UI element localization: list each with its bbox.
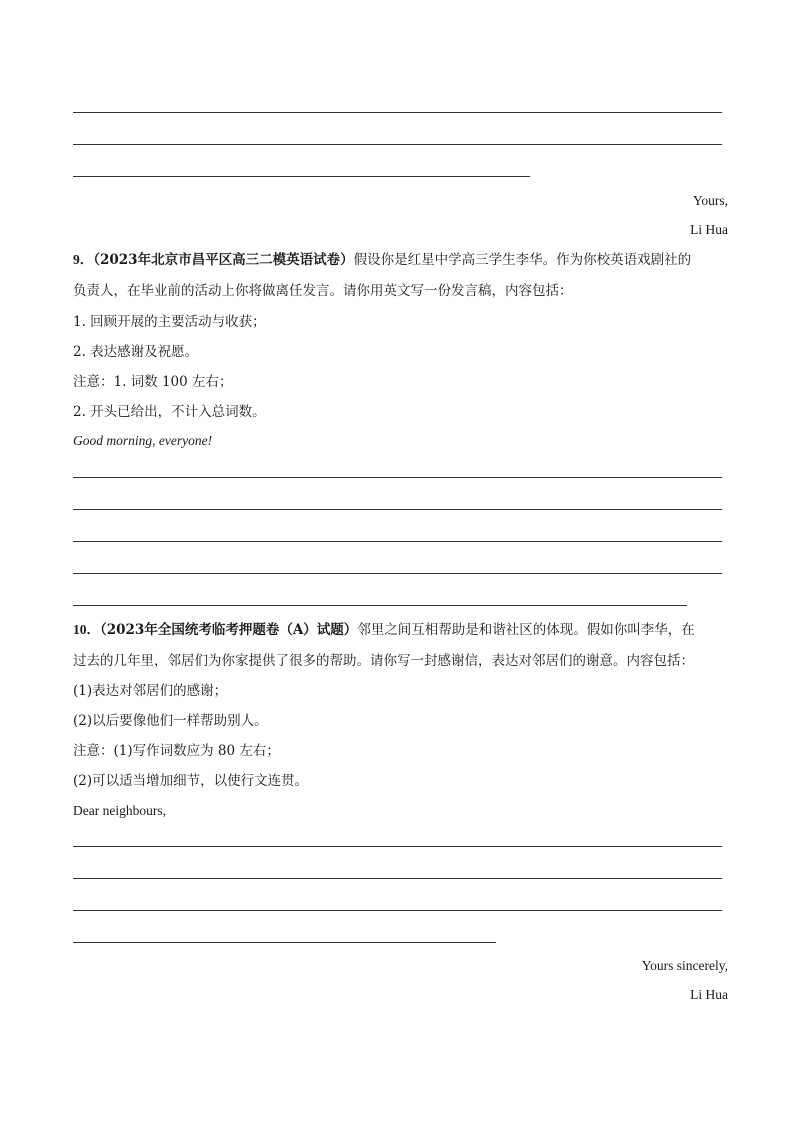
answer-line xyxy=(73,112,722,113)
note-word-count: 注意：1. 词数 100 左右； xyxy=(73,374,233,390)
answer-line xyxy=(73,942,496,943)
prompt-text: 邻里之间互相帮助是和谐社区的体现。假如你叫李华，在 xyxy=(357,622,695,638)
requirement-item-1: 1. 回顾开展的主要活动与收获； xyxy=(73,314,266,330)
requirement-item-2: 2. 表达感谢及祝愿。 xyxy=(73,344,199,360)
note-details: (2)可以适当增加细节，以使行文连贯。 xyxy=(73,773,309,789)
requirement-item-1: (1)表达对邻居们的感谢； xyxy=(73,683,228,699)
answer-line xyxy=(73,509,722,510)
question-number: 9． xyxy=(73,252,94,267)
question-10-line-2: 过去的几年里，邻居们为你家提供了很多的帮助。请你写一封感谢信，表达对邻居们的谢意。内容包括： xyxy=(73,653,694,669)
answer-line xyxy=(73,878,722,879)
question-9-line-1 xyxy=(73,250,691,270)
closing-yours: Yours, xyxy=(692,193,728,208)
prompt-text: 假设你是红星中学高三学生李华。作为你校英语戏剧社的 xyxy=(353,252,692,268)
question-9-line-2: 负责人，在毕业前的活动上你将做离任发言。请你用英文写一份发言稿，内容包括： xyxy=(73,283,573,299)
answer-line xyxy=(73,477,722,478)
question-source: （2023年北京市昌平区高三二模英语试卷） xyxy=(93,252,354,268)
answer-line xyxy=(73,541,722,542)
answer-line xyxy=(73,573,722,574)
requirement-item-2: (2)以后要像他们一样帮助别人。 xyxy=(73,713,268,729)
note-opening: 2. 开头已给出，不计入总词数。 xyxy=(73,404,266,420)
closing-yours-sincerely: Yours sincerely, xyxy=(641,958,728,973)
speech-opening: Good morning, everyone! xyxy=(73,433,213,448)
question-10-line-1 xyxy=(73,620,695,640)
note-word-count: 注意：(1)写作词数应为 80 左右； xyxy=(73,743,280,759)
letter-salutation: Dear neighbours, xyxy=(73,803,166,818)
answer-line xyxy=(73,605,687,606)
answer-line xyxy=(73,910,722,911)
answer-line xyxy=(73,144,722,145)
signature-name: Li Hua xyxy=(690,987,728,1002)
answer-line xyxy=(73,176,530,177)
answer-line xyxy=(73,846,722,847)
question-source: （2023年全国统考临考押题卷（A）试题） xyxy=(100,622,358,638)
signature-name: Li Hua xyxy=(690,222,728,237)
question-number: 10． xyxy=(73,622,100,637)
